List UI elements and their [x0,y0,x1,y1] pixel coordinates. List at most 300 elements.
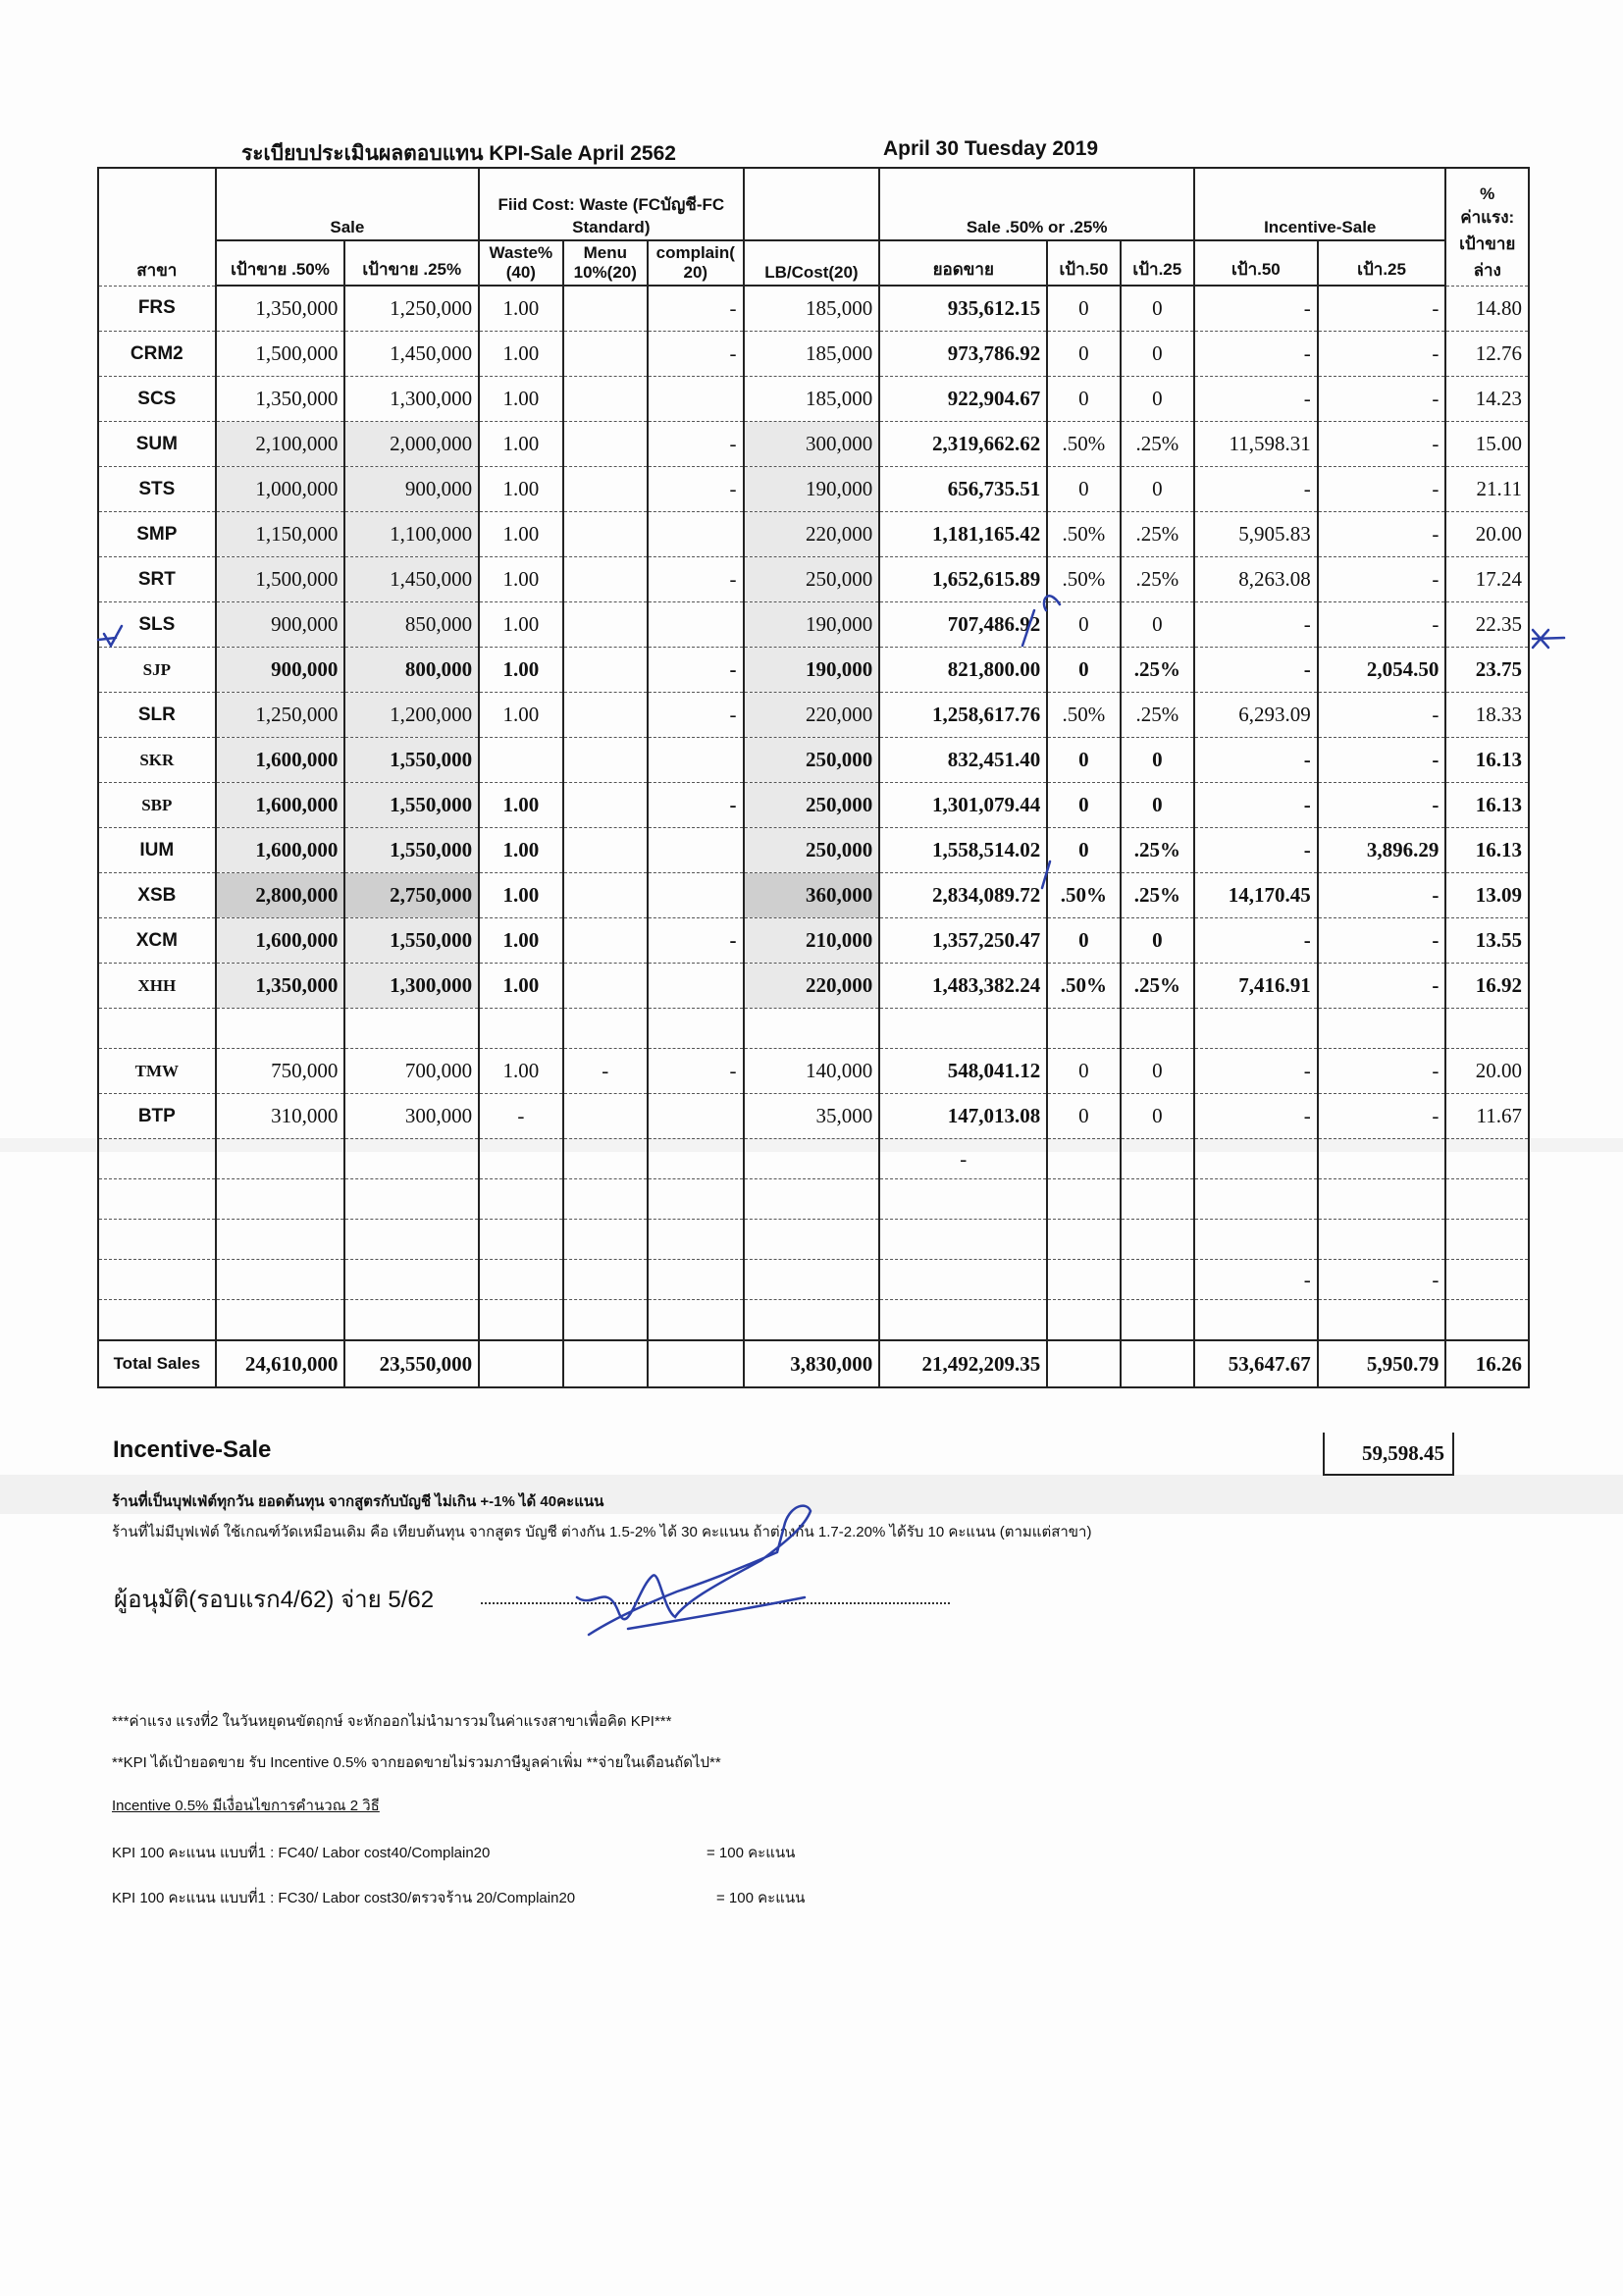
header-incentive: Incentive-Sale [1194,168,1445,240]
cell-branch: XHH [98,964,216,1009]
cell-complain [648,873,744,918]
header-sale: Sale [216,168,479,240]
cell-i50: 5,905.83 [1194,512,1318,557]
cell-waste: 1.00 [479,1049,562,1094]
cell-t25: 1,300,000 [344,964,479,1009]
cell-sales: 548,041.12 [879,1049,1047,1094]
table-row-blank [98,1220,1529,1260]
cell-i25: 3,896.29 [1318,828,1446,873]
cell-i50: - [1194,332,1318,377]
footnote-incentive-methods: Incentive 0.5% มีเงื่อนไขการคำนวณ 2 วิธี [112,1798,380,1814]
cell-lb: 190,000 [744,467,880,512]
cell-sales: 821,800.00 [879,648,1047,693]
table-row [98,1049,1529,1094]
cell-complain [648,512,744,557]
cell-p50: 0 [1047,286,1120,332]
cell-lb: 360,000 [744,873,880,918]
total-i50: 53,647.67 [1194,1340,1318,1387]
cell-complain: - [648,783,744,828]
cell-t50: 2,800,000 [216,873,345,918]
cell-i50: 8,263.08 [1194,557,1318,602]
header-pao25: เป้า.25 [1121,240,1194,286]
cell-t50: 1,150,000 [216,512,345,557]
cell-waste: 1.00 [479,783,562,828]
cell-menu [563,557,648,602]
cell-p25: 0 [1121,918,1194,964]
cell-branch: SMP [98,512,216,557]
cell-t50: 1,350,000 [216,964,345,1009]
cell-lb: 190,000 [744,648,880,693]
cell-branch: XSB [98,873,216,918]
cell-lb: 250,000 [744,557,880,602]
cell-waste: 1.00 [479,918,562,964]
cell-p25: .25% [1121,873,1194,918]
x-mark-sls [1533,630,1564,648]
cell-waste: 1.00 [479,512,562,557]
header-target-25: เป้าขาย .25% [344,240,479,286]
total-t50: 24,610,000 [216,1340,345,1387]
cell-branch: IUM [98,828,216,873]
cell-complain [648,377,744,422]
cell-sales: 1,483,382.24 [879,964,1047,1009]
note-non-buffet: ร้านที่ไม่มีบุฟเฟ่ต์ ใช้เกณฑ์วัดเหมือนเดิม คือ เทียบต้นทุน จากสูตร บัญชี ต่างกัน 1.5-2% ได้ 30 คะแนน ถ้าต่างกัน 1.7-2.20% ได้รับ 10 คะแนน (ตามแต่สาขา) [112,1524,1092,1540]
cell-waste: 1.00 [479,557,562,602]
cell-branch: SBP [98,783,216,828]
table-row [98,828,1529,873]
blank-i50-dash: - [1194,1260,1318,1300]
cell-sales: 935,612.15 [879,286,1047,332]
cell-t25: 1,550,000 [344,918,479,964]
cell-labor: 16.92 [1445,964,1529,1009]
cell-complain [648,738,744,783]
cell-p50: 0 [1047,1049,1120,1094]
cell-t50: 1,500,000 [216,332,345,377]
cell-lb: 220,000 [744,512,880,557]
cell-t50: 1,500,000 [216,557,345,602]
cell-t25: 1,250,000 [344,286,479,332]
cell-menu [563,602,648,648]
cell-labor: 16.13 [1445,828,1529,873]
table-row-blank [98,1179,1529,1220]
table-row [98,693,1529,738]
cell-labor: 14.23 [1445,377,1529,422]
cell-p25: 0 [1121,783,1194,828]
table-row [98,557,1529,602]
cell-lb: 250,000 [744,828,880,873]
cell-p25: 0 [1121,738,1194,783]
cell-t25: 1,550,000 [344,783,479,828]
header-row-2 [98,240,1529,286]
cell-branch: CRM2 [98,332,216,377]
header-waste: Waste% (40) [479,240,562,286]
cell-branch: SLS [98,602,216,648]
blank-i25-dash: - [1318,1260,1446,1300]
cell-t50: 1,350,000 [216,377,345,422]
header-sale-pct: Sale .50% or .25% [879,168,1194,240]
cell-i25: - [1318,918,1446,964]
cell-p50: .50% [1047,422,1120,467]
table-row [98,602,1529,648]
cell-lb: 220,000 [744,693,880,738]
cell-menu [563,828,648,873]
cell-complain: - [648,693,744,738]
table-row [98,648,1529,693]
cell-menu [563,873,648,918]
cell-i25: - [1318,873,1446,918]
cell-p50: 0 [1047,377,1120,422]
cell-sales: 2,319,662.62 [879,422,1047,467]
cell-labor: 13.55 [1445,918,1529,964]
cell-menu [563,964,648,1009]
cell-labor: 18.33 [1445,693,1529,738]
header-fc: Fiid Cost: Waste (FCบัญชี-FC Standard) [479,168,743,240]
cell-sales: 1,558,514.02 [879,828,1047,873]
cell-t50: 900,000 [216,648,345,693]
cell-i50: - [1194,377,1318,422]
cell-lb: 300,000 [744,422,880,467]
total-sales: 21,492,209.35 [879,1340,1047,1387]
cell-t25: 1,550,000 [344,738,479,783]
cell-labor: 16.13 [1445,738,1529,783]
cell-t25: 1,550,000 [344,828,479,873]
cell-waste: 1.00 [479,332,562,377]
cell-sales: 147,013.08 [879,1094,1047,1139]
cell-p50: 0 [1047,332,1120,377]
header-target-50: เป้าขาย .50% [216,240,345,286]
cell-sales: 832,451.40 [879,738,1047,783]
cell-i50: - [1194,286,1318,332]
cell-i50: - [1194,602,1318,648]
cell-p50: .50% [1047,873,1120,918]
cell-complain: - [648,286,744,332]
cell-i25: - [1318,783,1446,828]
cell-complain [648,964,744,1009]
cell-p25: .25% [1121,557,1194,602]
cell-sales: 1,181,165.42 [879,512,1047,557]
cell-i25: - [1318,602,1446,648]
cell-p50: 0 [1047,918,1120,964]
cell-labor: 22.35 [1445,602,1529,648]
cell-t50: 2,100,000 [216,422,345,467]
total-label: Total Sales [98,1340,216,1387]
cell-i50: - [1194,1049,1318,1094]
cell-p50: .50% [1047,964,1120,1009]
cell-t50: 1,600,000 [216,828,345,873]
footnote-labor: ***ค่าแรง แรงที่2 ในวันหยุดนขัตฤกษ์ จะหักออกไม่นำมารวมในค่าแรงสาขาเพื่อคิด KPI*** [112,1713,672,1730]
cell-lb: 140,000 [744,1049,880,1094]
cell-t25: 1,450,000 [344,332,479,377]
table-row [98,512,1529,557]
cell-waste: - [479,1094,562,1139]
header-menu: Menu 10%(20) [563,240,648,286]
table-row [98,377,1529,422]
cell-i50: - [1194,828,1318,873]
cell-waste: 1.00 [479,286,562,332]
cell-p50: 0 [1047,467,1120,512]
cell-labor: 16.13 [1445,783,1529,828]
cell-sales: 922,904.67 [879,377,1047,422]
header-complain: complain( 20) [648,240,744,286]
cell-labor: 11.67 [1445,1094,1529,1139]
cell-branch: STS [98,467,216,512]
table-row-blank [98,1260,1529,1300]
cell-p25: 0 [1121,332,1194,377]
signature-dotted-line [481,1602,950,1604]
cell-complain [648,602,744,648]
cell-p25: .25% [1121,693,1194,738]
cell-p50: 0 [1047,783,1120,828]
cell-branch: FRS [98,286,216,332]
cell-p25: .25% [1121,828,1194,873]
note-buffet: ร้านที่เป็นบุฟเฟ่ต์ทุกวัน ยอดต้นทุน จากสูตรกับบัญชี ไม่เกิน +-1% ได้ 40คะแนน [112,1493,604,1510]
cell-labor: 20.00 [1445,1049,1529,1094]
cell-complain: - [648,557,744,602]
cell-sales: 973,786.92 [879,332,1047,377]
cell-labor: 21.11 [1445,467,1529,512]
cell-i25: - [1318,467,1446,512]
cell-t50: 1,000,000 [216,467,345,512]
cell-p25: 0 [1121,1049,1194,1094]
cell-waste: 1.00 [479,467,562,512]
cell-t25: 2,750,000 [344,873,479,918]
cell-waste: 1.00 [479,828,562,873]
cell-p25: 0 [1121,1094,1194,1139]
cell-p25: 0 [1121,467,1194,512]
cell-complain [648,828,744,873]
cell-labor: 14.80 [1445,286,1529,332]
total-row [98,1340,1529,1387]
cell-menu [563,648,648,693]
cell-i50: - [1194,738,1318,783]
cell-sales: 1,357,250.47 [879,918,1047,964]
cell-t25: 2,000,000 [344,422,479,467]
cell-lb: 35,000 [744,1094,880,1139]
cell-t50: 900,000 [216,602,345,648]
cell-menu [563,332,648,377]
cell-labor: 17.24 [1445,557,1529,602]
cell-t25: 1,300,000 [344,377,479,422]
cell-i50: - [1194,1094,1318,1139]
document-date: April 30 Tuesday 2019 [883,137,1099,160]
kpi-table [97,167,1530,1388]
cell-complain: - [648,467,744,512]
cell-t25: 1,450,000 [344,557,479,602]
cell-p25: 0 [1121,602,1194,648]
approval-line: ผู้อนุมัติ(รอบแรก4/62) จ่าย 5/62 [114,1587,435,1613]
cell-menu [563,467,648,512]
header-inc25: เป้า.25 [1318,240,1446,286]
cell-p50: 0 [1047,1094,1120,1139]
cell-t50: 1,600,000 [216,738,345,783]
cell-t50: 310,000 [216,1094,345,1139]
table-row [98,422,1529,467]
cell-branch: SUM [98,422,216,467]
cell-waste: 1.00 [479,377,562,422]
cell-lb: 250,000 [744,738,880,783]
cell-lb: 190,000 [744,602,880,648]
cell-t25: 800,000 [344,648,479,693]
cell-t25: 850,000 [344,602,479,648]
cell-lb: 220,000 [744,964,880,1009]
footnote-method-1: KPI 100 คะแนน แบบที่1 : FC40/ Labor cost40/Complain20 [112,1845,491,1861]
cell-i25: - [1318,1049,1446,1094]
cell-t25: 900,000 [344,467,479,512]
cell-waste: 1.00 [479,693,562,738]
cell-menu [563,377,648,422]
table-row [98,332,1529,377]
cell-labor: 15.00 [1445,422,1529,467]
cell-lb: 210,000 [744,918,880,964]
cell-i50: - [1194,783,1318,828]
cell-waste: 1.00 [479,602,562,648]
cell-menu [563,918,648,964]
cell-complain: - [648,1049,744,1094]
cell-t50: 750,000 [216,1049,345,1094]
cell-branch: BTP [98,1094,216,1139]
total-lb: 3,830,000 [744,1340,880,1387]
cell-i25: 2,054.50 [1318,648,1446,693]
cell-i25: - [1318,1094,1446,1139]
header-lb-cost: LB/Cost(20) [744,240,880,286]
total-labor: 16.26 [1445,1340,1529,1387]
incentive-label: Incentive-Sale [113,1436,272,1463]
cell-i25: - [1318,964,1446,1009]
cell-waste: 1.00 [479,648,562,693]
cell-branch: XCM [98,918,216,964]
cell-menu [563,783,648,828]
cell-complain: - [648,648,744,693]
table-row-blank [98,1300,1529,1341]
cell-branch: SLR [98,693,216,738]
cell-i50: 7,416.91 [1194,964,1318,1009]
header-sales: ยอดขาย [879,240,1047,286]
total-t25: 23,550,000 [344,1340,479,1387]
cell-lb: 185,000 [744,332,880,377]
cell-sales: 1,258,617.76 [879,693,1047,738]
cell-sales: 1,652,615.89 [879,557,1047,602]
cell-branch: SKR [98,738,216,783]
cell-i25: - [1318,377,1446,422]
incentive-total: 59,598.45 [1323,1433,1454,1476]
cell-i25: - [1318,286,1446,332]
cell-i50: - [1194,467,1318,512]
table-row [98,918,1529,964]
cell-complain: - [648,332,744,377]
cell-sales: 656,735.51 [879,467,1047,512]
cell-t50: 1,600,000 [216,783,345,828]
cell-p50: 0 [1047,648,1120,693]
cell-labor: 13.09 [1445,873,1529,918]
cell-t50: 1,600,000 [216,918,345,964]
cell-i50: 11,598.31 [1194,422,1318,467]
table-row-blank [98,1139,1529,1179]
cell-waste: 1.00 [479,964,562,1009]
cell-p50: .50% [1047,557,1120,602]
cell-complain: - [648,422,744,467]
total-i25: 5,950.79 [1318,1340,1446,1387]
cell-branch: SRT [98,557,216,602]
cell-i25: - [1318,557,1446,602]
cell-t25: 700,000 [344,1049,479,1094]
cell-complain [648,1094,744,1139]
cell-p25: .25% [1121,422,1194,467]
cell-lb: 250,000 [744,783,880,828]
table-row [98,286,1529,332]
header-empty [744,168,880,240]
blank-sales-dash: - [879,1139,1047,1179]
cell-labor: 20.00 [1445,512,1529,557]
cell-branch: SJP [98,648,216,693]
cell-p25: .25% [1121,964,1194,1009]
table-row-blank [98,1009,1529,1049]
cell-i50: 6,293.09 [1194,693,1318,738]
cell-branch: SCS [98,377,216,422]
cell-lb: 185,000 [744,286,880,332]
cell-p50: .50% [1047,512,1120,557]
cell-p25: .25% [1121,512,1194,557]
cell-t25: 300,000 [344,1094,479,1139]
footnote-method-2-score: = 100 คะแนน [716,1890,806,1906]
cell-p25: 0 [1121,377,1194,422]
cell-menu: - [563,1049,648,1094]
cell-t50: 1,250,000 [216,693,345,738]
cell-waste [479,738,562,783]
cell-i25: - [1318,422,1446,467]
cell-t25: 1,100,000 [344,512,479,557]
table-row [98,1094,1529,1139]
cell-i25: - [1318,332,1446,377]
cell-sales: 1,301,079.44 [879,783,1047,828]
cell-i25: - [1318,512,1446,557]
footnote-method-1-score: = 100 คะแนน [707,1845,796,1861]
cell-p50: 0 [1047,602,1120,648]
cell-p50: 0 [1047,828,1120,873]
table-row [98,467,1529,512]
table-row [98,964,1529,1009]
cell-menu [563,512,648,557]
document-title: ระเบียบประเมินผลตอบแทน KPI-Sale April 2562 [241,142,676,165]
cell-p50: .50% [1047,693,1120,738]
cell-menu [563,286,648,332]
cell-lb: 185,000 [744,377,880,422]
header-inc50: เป้า.50 [1194,240,1318,286]
cell-i50: 14,170.45 [1194,873,1318,918]
header-labor: % ค่าแรง: เป้าขาย ล่าง [1445,168,1529,286]
cell-p25: 0 [1121,286,1194,332]
cell-i50: - [1194,918,1318,964]
cell-p50: 0 [1047,738,1120,783]
header-row-1 [98,168,1529,240]
header-pao50: เป้า.50 [1047,240,1120,286]
cell-labor: 12.76 [1445,332,1529,377]
header-branch: สาขา [98,168,216,286]
cell-branch: TMW [98,1049,216,1094]
footnote-method-2: KPI 100 คะแนน แบบที่1 : FC30/ Labor cost30/ตรวจร้าน 20/Complain20 [112,1890,576,1906]
cell-t50: 1,350,000 [216,286,345,332]
footnote-kpi: **KPI ได้เป้ายอดขาย รับ Incentive 0.5% จากยอดขายไม่รวมภาษีมูลค่าเพิ่ม **จ่ายในเดือนถัดไป** [112,1754,721,1771]
table-row [98,738,1529,783]
cell-menu [563,738,648,783]
cell-t25: 1,200,000 [344,693,479,738]
cell-i25: - [1318,693,1446,738]
cell-waste: 1.00 [479,873,562,918]
cell-p25: .25% [1121,648,1194,693]
table-row [98,783,1529,828]
cell-waste: 1.00 [479,422,562,467]
cell-complain: - [648,918,744,964]
cell-sales: 707,486.92 [879,602,1047,648]
cell-menu [563,1094,648,1139]
